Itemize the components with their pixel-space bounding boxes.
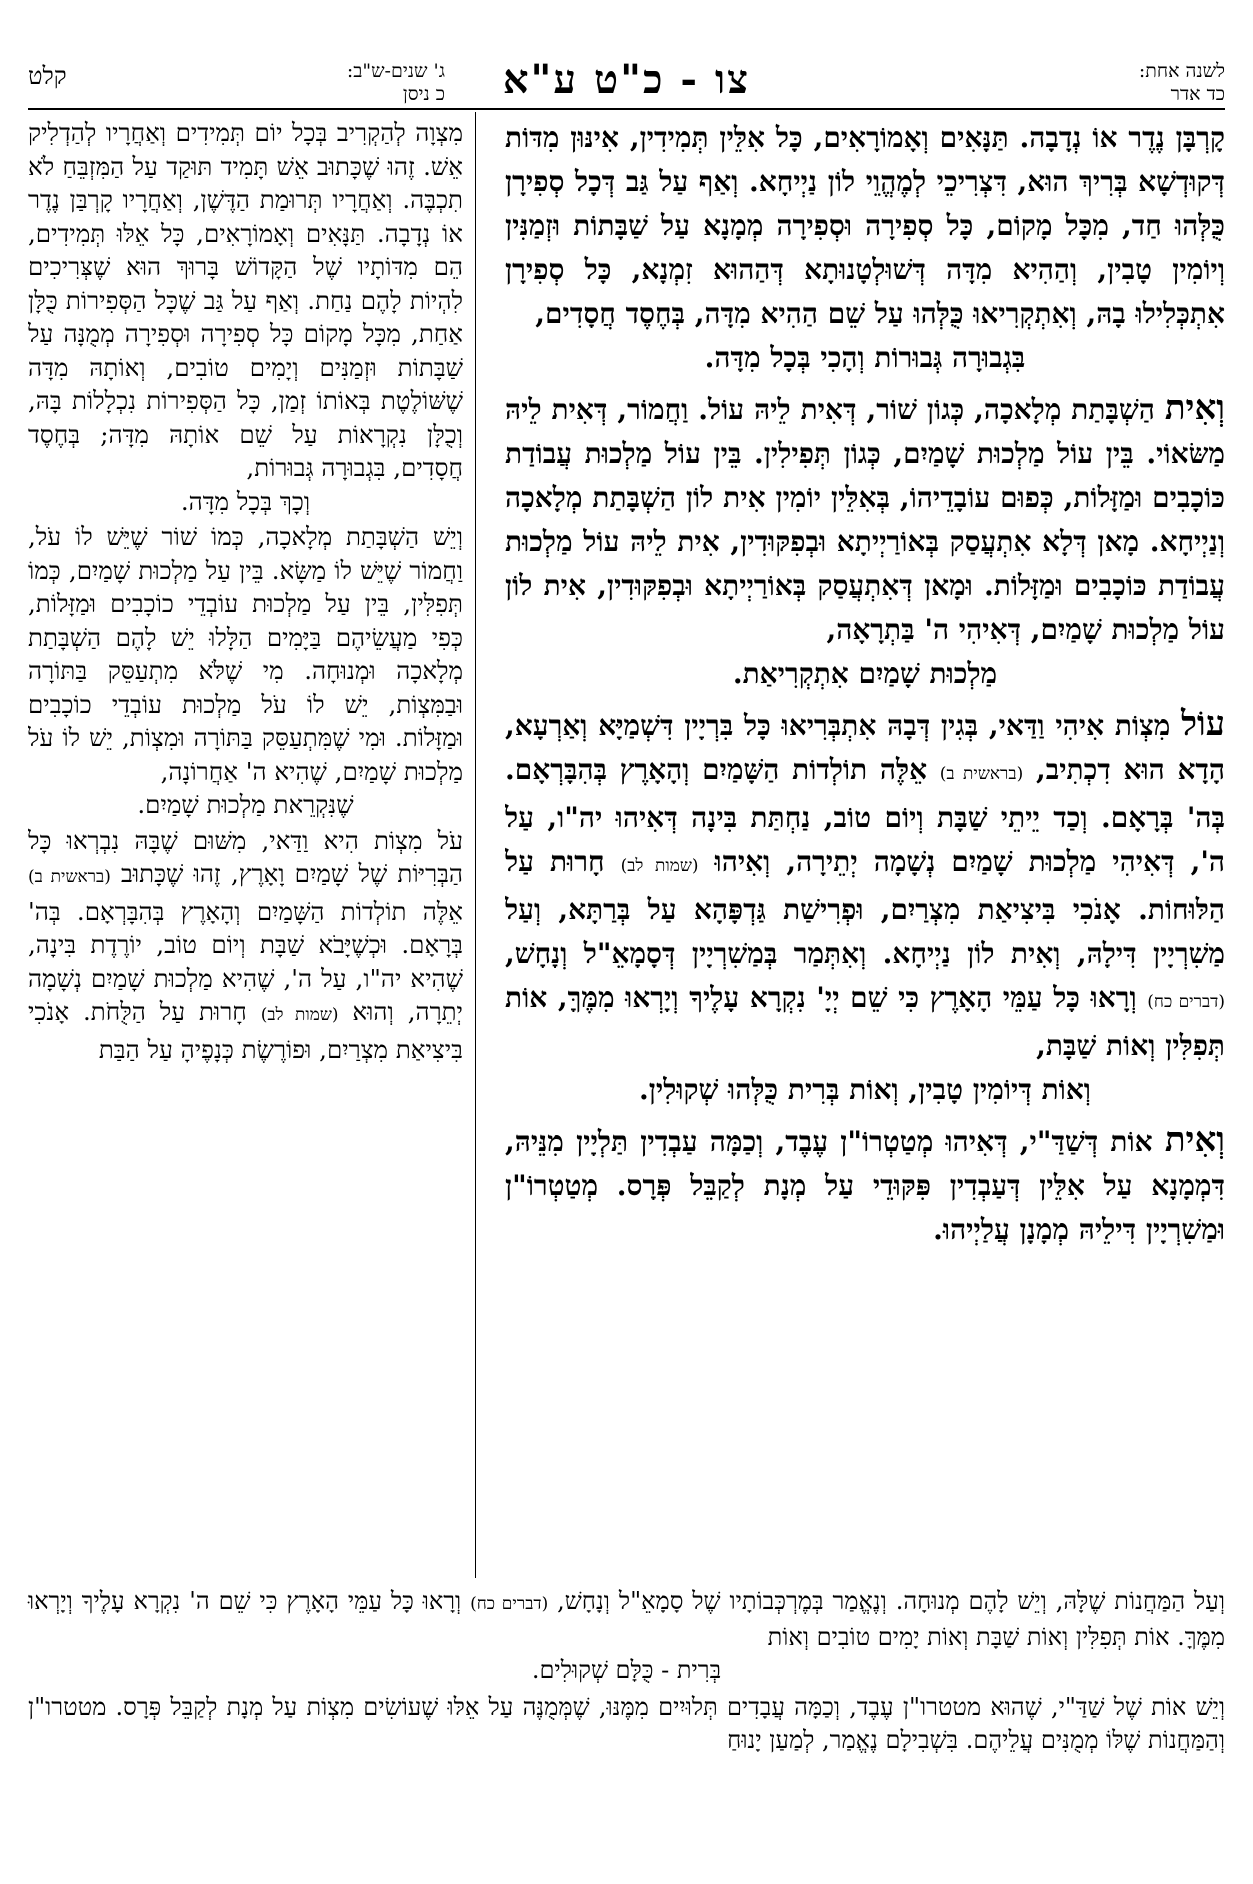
- translation-continuation: [28, 1585, 1225, 1757]
- main-p2-text: הַשְׁבָּתַת מְלָאכָה, כְּגוֹן שׁוֹר, דְּאִית לֵיהּ עוֹל. וַחֲמוֹר, דְּאִית לֵיהּ מַשּׂאוֹי. בֵּין עוֹל מַלְכוּת שָׁמַיִם, כְּגוֹן תְּפִילִין. בֵּין עוֹל מַלְכוּת עֲבוֹדַת כּוֹכָבִים וּמַזָּלוֹת, כְּפוּם עוֹבָדֵיהוֹ, בְּאִלֵּין יוֹמִין אִית לוֹן הַשְׁבָּתַת מְלָאכָה וְנַיְיחָא. מָאן דְּלָא אִתְעֲסַק בְּאוֹרַיְיתָא וּבְפִקּוּדִין, אִית לֵיהּ עוֹל מַלְכוּת עֲבוֹדַת כּוֹכָבִים וּמַזָּלוֹת. וּמָאן דְּאִתְעֲסַק בְּאוֹרַיְיתָא וּבְפִקּוּדִין, אִית לוֹן עוֹל מַלְכוּת שָׁמַיִם, דְּאִיהִי ה' בַּתְרָאָה,: [505, 393, 1225, 646]
- main-p3-text-b: אֵלֶּה תוֹלְדוֹת הַשָּׁמַיִם וְהָאָרֶץ בְּהִבָּרְאָם. בְּה' בְּרָאָם. וְכַד יֵיתֵי שַׁבָּת וְיוֹם טוֹב, נַחְתַּת בִּינָה דְּאִיהוּ יה"ו, עַל ה', דְּאִיהִי מַלְכוּת שָׁמַיִם נְשָׁמָה יְתֵירָה, וְאִיהוּ: [505, 753, 1225, 878]
- main-paragraph-2-end: מַלְכוּת שָׁמַיִם אִתְקְרִיאַת.: [732, 657, 998, 690]
- main-paragraph-3-end: וְאוֹת דְּיוֹמִין טָבִין, וְאוֹת בְּרִית כֻּלְּהוּ שְׁקוּלִין.: [639, 1073, 1091, 1106]
- translation-paragraph-2: וְיֵשׁ הַשְׁבָּתַת מְלָאכָה, כְּמוֹ שׁוֹר שֶׁיֵּשׁ לוֹ עֹל, וַחֲמוֹר שֶׁיֵּשׁ לוֹ מַשָּׂא. בֵּין עַל מַלְכוּת שָׁמַיִם, כְּמוֹ תְּפִלִּין, בֵּין עַל מַלְכוּת עוֹבְדֵי כוֹכָבִים וּמַזָּלוֹת, כְּפִי מַעֲשֵׂיהֶם בַּיָּמִים הַלָּלוּ יֵשׁ לָהֶם הַשְׁבָּתַת מְלָאכָה וּמְנוּחָה. מִי שֶׁלֹּא מִתְעַסֵּק בַּתּוֹרָה וּבַמִּצְוֹת, יֵשׁ לוֹ עֹל מַלְכוּת עוֹבְדֵי כוֹכָבִים וּמַזָּלוֹת. וּמִי שֶׁמִּתְעַסֵּק בַּתּוֹרָה וּמִצְוֹת, יֵשׁ לוֹ עֹל מַלְכוּת שָׁמַיִם, שֶׁהִיא ה' אַחֲרוֹנָה,: [28, 522, 463, 786]
- main-p1-text: קָרְבָּן נֶדֶר אוֹ נְדָבָה. תַּנָּאִים וְאָמוֹרָאִים, כָּל אִלֵּין תְּמִידִין, אִינּוּן מִדּוֹת דְּקוּדְשָׁא בְּרִיךְ הוּא, דִּצְרִיכֵי לְמֶהֱוֵי לוֹן נַיְיחָא. וְאַף עַל גַּב דְּכָל סְפִירָן כֻּלְּהוּ חַד, מִכָּל מָקוֹם, כָּל סְפִירָה וּסְפִירָה מְמָנָא עַל שַׁבָּתוֹת וּזְמַנִּין וְיוֹמִין טָבִין, וְהַהִיא מִדָּה דְּשׁוּלְטָנוּתָא דְּהַהוּא זִמְנָא, כָּל סְפִירָן אִתְכְּלִילוּ בָהּ, וְאִתְקְרִיאוּ כֻּלְּהוּ עַל שֵׁם הַהִיא מִדָּה, בְּחֶסֶד חֲסָדִים,: [505, 121, 1225, 330]
- main-paragraph-4: [505, 1118, 1225, 1252]
- schedule-three-years: [347, 60, 445, 106]
- continuation-p1-text-b: וְרָאוּ כָּל עַמֵּי הָאָרֶץ כִּי שֵׁם ה' נִקְרָא עָלֶיךָ וְיָרְאוּ מִמֶּךָּ. אוֹת תְּפִלִּין וְאוֹת שַׁבָּת וְאוֹת יָמִים טוֹבִים וְאוֹת: [28, 1587, 1225, 1651]
- translation-paragraph-1: מִצְוָה לְהַקְרִיב בְּכָל יוֹם תְּמִידִים וְאַחֲרָיו לְהַדְלִיק אֵשׁ. זֶהוּ שֶׁכָּתוּב אֵשׁ תָּמִיד תּוּקַד עַל הַמִּזְבֵּחַ לֹא תִכְבֶּה. וְאַחֲרָיו תְּרוּמַת הַדֶּשֶׁן, וְאַחֲרָיו קָרְבַּן נֶדֶר אוֹ נְדָבָה. תַּנָּאִים וְאָמוֹרָאִים, כָּל אֵלּוּ תְּמִידִים, הֵם מִדּוֹתָיו שֶׁל הַקָּדוֹשׁ בָּרוּךְ הוּא שֶׁצְּרִיכִים לִהְיוֹת לָהֶם נַחַת. וְאַף עַל גַּב שֶׁכָּל הַסְּפִירוֹת כֻּלָּן אַחַת, מִכָּל מָקוֹם כָּל סְפִירָה וּסְפִירָה מְמֻנָּה עַל שַׁבָּתוֹת וּזְמַנִּים וְיָמִים טוֹבִים, וְאוֹתָהּ מִדָּה שֶׁשּׁוֹלֶטֶת בְּאוֹתוֹ זְמַן, כָּל הַסְּפִירוֹת נִכְלָלוֹת בָּהּ, וְכֻלָּן נִקְרָאוֹת עַל שֵׁם אוֹתָהּ מִדָּה; בְּחֶסֶד חֲסָדִים, בִּגְבוּרָה גְּבוּרוֹת,: [28, 118, 463, 482]
- verse-reference: (שמות לב): [620, 856, 699, 876]
- header-divider: [28, 108, 1225, 110]
- schedule-one-year-label: לשנה אחת:: [1138, 60, 1225, 82]
- main-paragraph-3: [505, 702, 1225, 1068]
- translation-paragraph-3: [28, 824, 463, 1067]
- opening-word: עוֹל: [1181, 704, 1225, 744]
- opening-word: וְאִית: [1164, 1120, 1225, 1160]
- translation-paragraph-2-end: שֶׁנִּקְרֵאת מַלְכוּת שָׁמַיִם.: [137, 790, 354, 819]
- main-text-column: [505, 116, 1225, 1576]
- translation-p3-text-b: אֵלֶּה תוֹלְדוֹת הַשָּׁמַיִם וְהָאָרֶץ בְּהִבָּרְאָם. בְּה' בְּרָאָם. וּכְשֶׁיָּבֹא שַׁבָּת וְיוֹם טוֹב, יוֹרֶדֶת בִּינָה, שֶׁהִיא יה"ו, עַל ה', שֶׁהִיא מַלְכוּת שָׁמַיִם נְשָׁמָה יְתֵרָה, וְהוּא: [28, 896, 463, 1026]
- translation-p3-text-c: חָרוּת עַל הַלֻּחֹת. אָנֹכִי בִּיצִיאַת מִצְרַיִם, וּפוֹרֶשֶׂת כְּנָפֶיהָ עַל הַבַּת: [28, 997, 463, 1064]
- schedule-one-year-date: כד אדר: [1170, 83, 1225, 105]
- main-paragraph-1: [505, 116, 1225, 336]
- translation-p3-text-a: עֹל מִצְוֹת הִיא וַדַּאי, מִשּׁוּם שֶׁבָּהּ נִבְרְאוּ כָּל הַבְּרִיּוֹת שֶׁל שָׁמַיִם וָאָרֶץ, זֶהוּ שֶׁכָּתוּב: [28, 825, 463, 888]
- translation-column: [28, 116, 463, 1576]
- page-title: צו - כ"ט ע"א: [502, 56, 751, 103]
- page-number: קלט: [28, 62, 67, 90]
- main-p3-text-d: וְרָאוּ כָּל עַמֵּי הָאָרֶץ כִּי שֵׁם יְיָ' נִקְרָא עָלֶיךָ וְיָרְאוּ מִמֶּךָּ, אוֹת תְּפִלִּין וְאוֹת שַׁבָּת,: [505, 981, 1225, 1062]
- continuation-p1-text-a: וְעַל הַמַּחֲנוֹת שֶׁלָּהּ, וְיֵשׁ לָהֶם מְנוּחָה. וְנֶאֱמַר בְּמֶרְכְּבוֹתָיו שֶׁל סָמָאֵ"ל וְנָחָשׁ,: [548, 1587, 1225, 1615]
- continuation-paragraph-1: [28, 1585, 1225, 1654]
- translation-paragraph-1-end: וְכָךְ בְּכָל מִדָּה.: [180, 486, 311, 516]
- main-paragraph-2: [505, 386, 1225, 652]
- main-paragraph-1-end: בִּגְבוּרָה גְּבוּרוֹת וְהָכִי בְּכָל מִדָּה.: [704, 341, 1026, 374]
- continuation-paragraph-2: וְיֵשׁ אוֹת שֶׁל שַׁדַּ"י, שֶׁהוּא מטטרו"ן עֶבֶד, וְכַמָּה עֲבָדִים תְּלוּיִים מִמֶּנּוּ, שֶׁמְּמֻנֶּה עַל אֵלּוּ שֶׁעוֹשִׂים מִצְוֹת עַל מְנָת לְקַבֵּל פְּרָס. מטטרו"ן וְהַמַּחֲנוֹת שֶׁלּוֹ מְמֻנִּים עֲלֵיהֶם. בִּשְׁבִילָם נֶאֱמַר, לְמַעַן יָנוּחַ: [28, 1693, 1226, 1754]
- schedule-three-years-date: כ ניסן: [402, 83, 445, 105]
- opening-word: וְאִית: [1164, 388, 1225, 428]
- main-p3-text-c: חָרוּת עַל הַלּוּחוֹת. אָנֹכִי בִּיצִיאַת מִצְרַיִם, וּפְרִישַׁת גַּדְפָּהָא עַל בְּרַתָּא, וְעַל מַשִׁרְיָין דִּילָהּ, וְאִית לוֹן נַיְיחָא. וְאִתְּמַר בְּמַשִׁרְיָין דְּסָמָאֵ"ל וְנָחָשׁ,: [505, 845, 1225, 970]
- main-p4-text: אוֹת דְּשַׁדַּ"י, דְּאִיהוּ מְטַטְרוֹ"ן עֶבֶד, וְכַמָּה עַבְדִין תַּלְיָין מִנֵּיהּ, דִּמְמָנָא עַל אִלֵּין דְּעַבְדִין פִּקּוּדֵי עַל מְנָת לְקַבֵּל פְּרָס. מְטַטְרוֹ"ן וּמַשִׁרְיָין דִּילֵיהּ מְמָנָן עֲלַיְיהוּ.: [505, 1125, 1225, 1246]
- verse-reference: (בראשית ב): [28, 867, 111, 887]
- page-header: [28, 56, 1225, 105]
- verse-reference: (שמות לב): [260, 1005, 339, 1025]
- verse-reference: (בראשית ב): [939, 764, 1024, 784]
- continuation-paragraph-1-end: בְּרִית - כֻּלָּם שְׁקוּלִים.: [531, 1656, 722, 1684]
- verse-reference: (דברים כח): [470, 1594, 549, 1614]
- schedule-three-years-label: ג' שנים-ש"ב:: [346, 60, 445, 82]
- main-p3-text-a: מִצְוֹת אִיהִי וַדַּאי, בְּגִין דְּבָהּ אִתְבְּרִיאוּ כָּל בִּרְיָין דִּשְׁמַיָּא וְאַרְעָא, הָדָא הוּא דִכְתִיב,: [505, 709, 1225, 786]
- column-divider: [475, 112, 476, 1578]
- verse-reference: (דברים כח): [1147, 992, 1225, 1012]
